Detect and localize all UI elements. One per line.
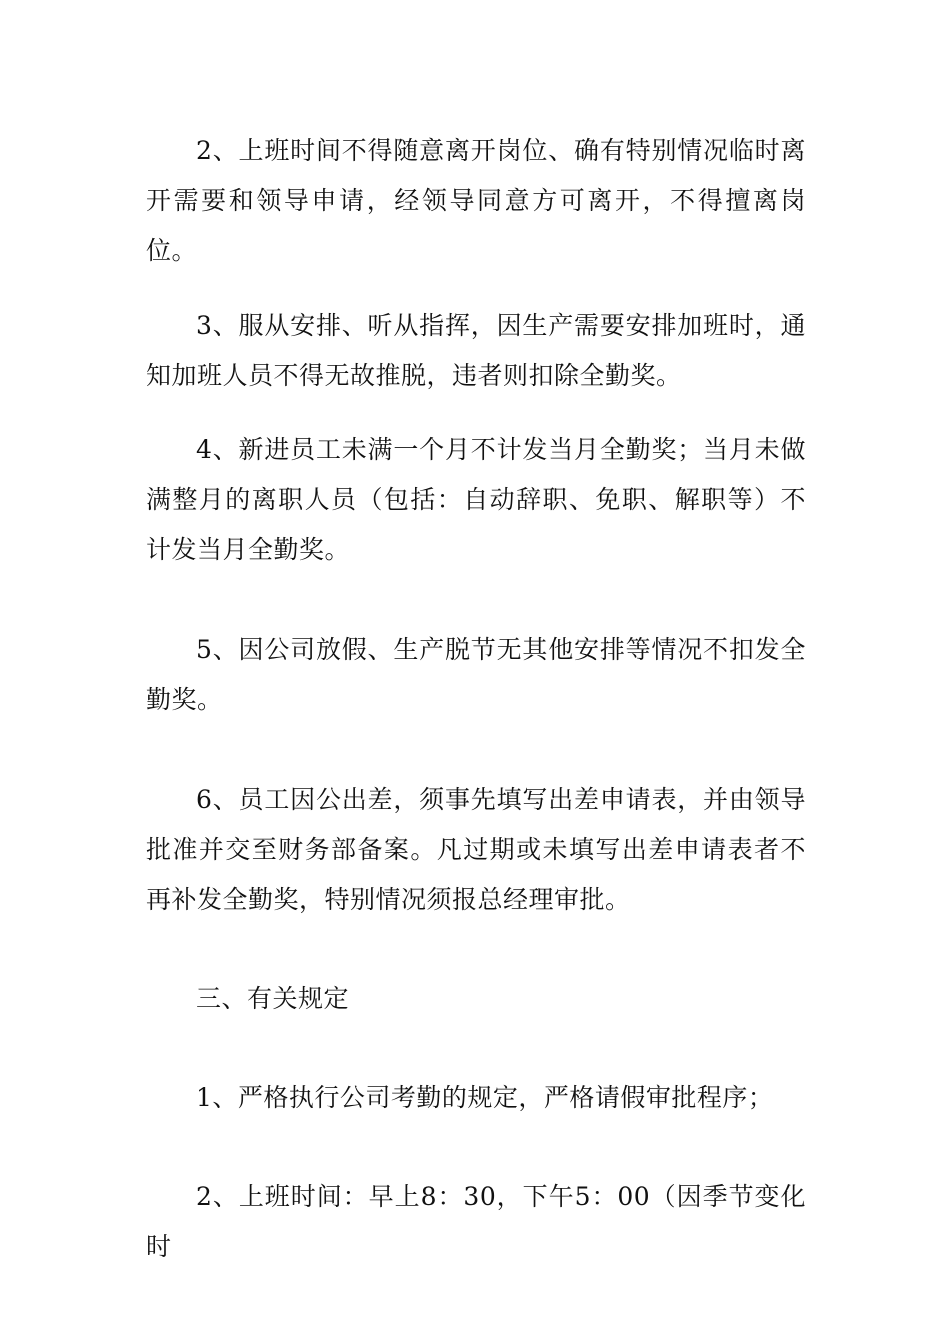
paragraph-regulation-2: 2、上班时间：早上8：30，下午5：00（因季节变化时 — [146, 1182, 806, 1261]
paragraph-rule-4: 4、新进员工未满一个月不计发当月全勤奖；当月未做满整月的离职人员（包括：自动辞职、免职、解职等）不计发当月全勤奖。 — [146, 435, 806, 564]
paragraph-rule-3: 3、服从安排、听从指挥，因生产需要安排加班时，通知加班人员不得无故推脱，违者则扣除全勤奖。 — [146, 311, 806, 390]
section-heading: 三、有关规定 — [196, 984, 350, 1013]
paragraph-regulation-1: 1、严格执行公司考勤的规定，严格请假审批程序； — [196, 1083, 774, 1112]
paragraph-rule-5: 5、因公司放假、生产脱节无其他安排等情况不扣发全勤奖。 — [146, 635, 806, 714]
paragraph-rule-2: 2、上班时间不得随意离开岗位、确有特别情况临时离开需要和领导申请，经领导同意方可离开，不得擅离岗位。 — [146, 136, 806, 265]
paragraph-rule-6: 6、员工因公出差，须事先填写出差申请表，并由领导批准并交至财务部备案。凡过期或未填写出差申请表者不再补发全勤奖，特别情况须报总经理审批。 — [146, 785, 806, 914]
